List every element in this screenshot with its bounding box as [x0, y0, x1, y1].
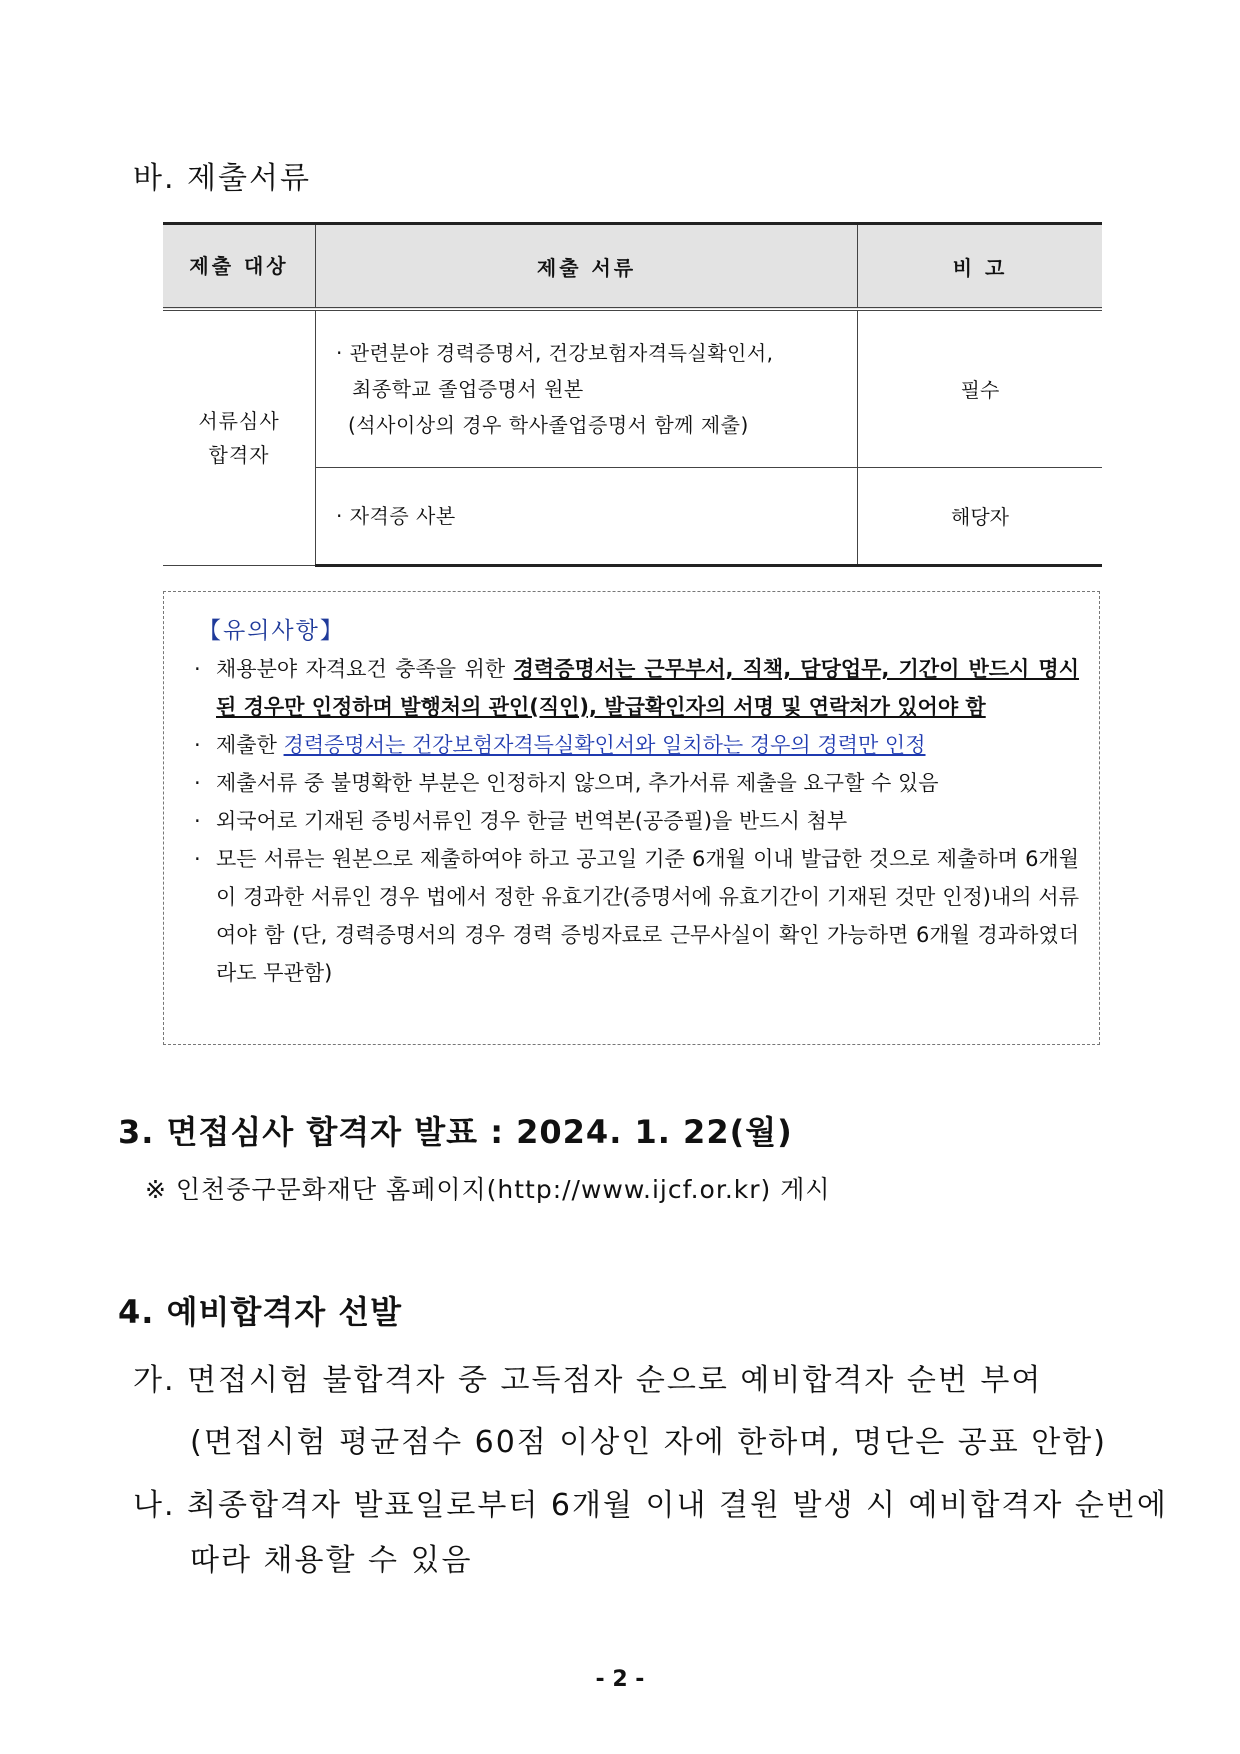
section-heading: 바. 제출서류 [133, 161, 311, 196]
header-documents: 제출 서류 [316, 224, 858, 310]
bullet-dot: · [194, 771, 201, 795]
note-text: 제출서류 중 불명확한 부분은 인정하지 않으며, 추가서류 제출을 요구할 수 있음 [216, 771, 939, 795]
bullet-dot: · [194, 847, 201, 871]
documents-cell: · 자격증 사본 [316, 467, 858, 565]
note-text: 외국어로 기재된 증빙서류인 경우 한글 번역본(공증필)을 반드시 첨부 [216, 809, 848, 833]
section-4-item-b: 나. 최종합격자 발표일로부터 6개월 이내 결원 발생 시 예비합격자 순번에 [133, 1488, 1168, 1523]
section-4-item-b-cont: 따라 채용할 수 있음 [190, 1543, 473, 1578]
note-emphasis: 경력증명서는 근무부서, 직책, 담당업무, 기간이 반드시 명시된 경우만 인정하며 발행처의 관인(직인), 발급확인자의 서명 및 연락처가 있어야 함 [216, 657, 1079, 719]
section-3-note: ※ 인천중구문화재단 홈페이지(http://www.ijcf.or.kr) 게시 [145, 1175, 831, 1204]
doc-line: (석사이상의 경우 학사졸업증명서 함께 제출) [348, 412, 749, 437]
notes-title: 【유의사항】 [198, 618, 345, 644]
table-row [163, 309, 1102, 467]
doc-line: 최종학교 졸업증명서 원본 [352, 376, 584, 401]
target-line: 합격자 [208, 442, 270, 467]
bullet-dot: · [194, 733, 201, 757]
note-text: 채용분야 자격요건 충족을 위한 [216, 657, 514, 681]
section-4-item-a-sub: (면접시험 평균점수 60점 이상인 자에 한하며, 명단은 공표 안함) [190, 1425, 1107, 1460]
target-cell [163, 309, 316, 565]
note-text: 모든 서류는 원본으로 제출하여야 하고 공고일 기준 6개월 이내 발급한 것으로 제출하며 6개월이 경과한 서류인 경우 법에서 정한 유효기간(증명서에 유효기간이 기재된 것만 인정)내의 서류여야 함 (단, 경력증명서의 경우 경력 증빙자료로 근무사실이 확인 가능하면 6개월 경과하였더라도 무관함) [216, 847, 1079, 985]
page-number: - 2 - [595, 1667, 645, 1692]
section-3-title: 3. 면접심사 합격자 발표 : 2024. 1. 22(월) [118, 1113, 793, 1151]
note-item [194, 764, 1079, 802]
doc-line: · 관련분야 경력증명서, 건강보험자격득실확인서, [336, 340, 774, 365]
documents-table [163, 222, 1102, 567]
note-text: 제출한 [216, 733, 284, 757]
note-item [194, 650, 1079, 726]
target-line: 서류심사 [198, 408, 280, 433]
section-4-item-a: 가. 면접시험 불합격자 중 고득점자 순으로 예비합격자 순번 부여 [133, 1363, 1043, 1398]
header-target: 제출 대상 [163, 224, 316, 310]
notes-box [163, 591, 1100, 1045]
note-item [194, 726, 1079, 764]
note-item [194, 840, 1079, 992]
bullet-dot: · [194, 809, 201, 833]
section-4-title: 4. 예비합격자 선발 [118, 1293, 403, 1331]
remarks-cell: 해당자 [858, 467, 1103, 565]
header-remarks: 비 고 [858, 224, 1103, 310]
table-header-row [163, 224, 1102, 310]
note-item [194, 802, 1079, 840]
bullet-dot: · [194, 657, 201, 681]
documents-cell [316, 309, 858, 467]
remarks-cell: 필수 [858, 309, 1103, 467]
note-emphasis: 경력증명서는 건강보험자격득실확인서와 일치하는 경우의 경력만 인정 [283, 733, 926, 757]
